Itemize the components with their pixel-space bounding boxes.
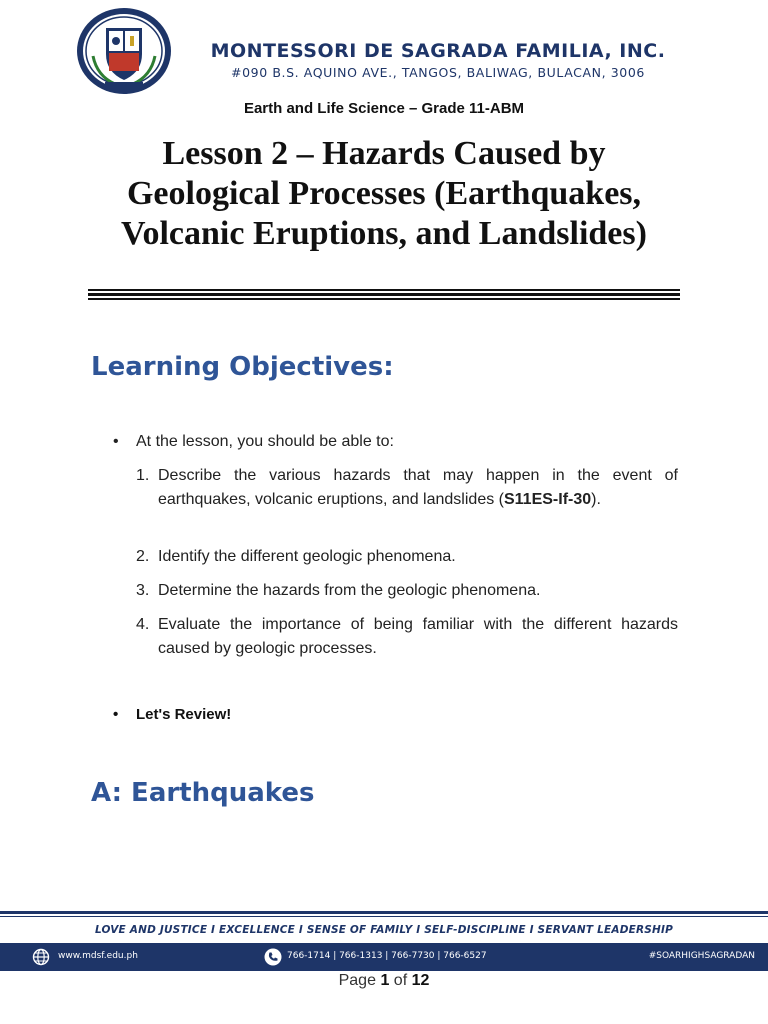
objective-number: 3. <box>136 582 150 599</box>
objective-text-part: ). <box>591 491 601 508</box>
organization-name: MONTESSORI DE SAGRADA FAMILIA, INC. <box>210 40 666 62</box>
objectives-heading: Learning Objectives: <box>91 352 394 382</box>
objective-text: Identify the different geologic phenomena. <box>158 548 456 565</box>
page-current: 1 <box>380 972 390 989</box>
organization-address: #090 B.S. AQUINO AVE., TANGOS, BALIWAG, BULACAN, 3006 <box>231 65 645 80</box>
subject-line: Earth and Life Science – Grade 11-ABM <box>243 100 525 117</box>
contact-bar <box>0 943 768 971</box>
website-link[interactable]: www.mdsf.edu.ph <box>58 951 138 961</box>
phone-icon <box>264 948 282 966</box>
bullet-icon: • <box>113 433 119 450</box>
school-seal-logo <box>75 6 173 96</box>
document-header <box>0 0 768 100</box>
phone-numbers: 766-1714 | 766-1313 | 766-7730 | 766-6527 <box>287 951 487 961</box>
footer-divider <box>0 911 768 914</box>
page-number <box>0 972 768 990</box>
title-divider <box>88 293 680 296</box>
core-values: LOVE AND JUSTICE I EXCELLENCE I SENSE OF FAMILY I SELF-DISCIPLINE I SERVANT LEADERSHIP <box>94 924 674 936</box>
earthquakes-heading: A: Earthquakes <box>91 778 315 808</box>
review-label: Let's Review! <box>136 706 232 723</box>
objective-number: 2. <box>136 548 150 565</box>
title-divider <box>88 289 680 291</box>
page-label: Page <box>338 972 376 989</box>
objective-text: Determine the hazards from the geologic phenomena. <box>158 582 541 599</box>
objective-number: 1. <box>136 467 150 484</box>
bullet-icon: • <box>113 706 119 723</box>
footer-divider <box>0 916 768 917</box>
lesson-title: Lesson 2 – Hazards Caused by Geological Processes (Earthquakes, Volcanic Eruptions, and Landslides) <box>121 135 647 252</box>
competency-code: S11ES-If-30 <box>503 491 592 508</box>
title-divider <box>88 298 680 300</box>
page-total: 12 <box>411 972 430 989</box>
page-of: of <box>393 972 408 989</box>
globe-icon <box>32 948 50 966</box>
objective-number: 4. <box>136 616 150 633</box>
objectives-intro: At the lesson, you should be able to: <box>136 433 394 450</box>
objective-text <box>158 464 678 512</box>
hashtag: #SOARHIGHSAGRADAN <box>648 951 755 961</box>
objective-text-part: Describe the various hazards that may happen in the event of earthquakes, volcanic eruptions, and landslides ( <box>158 467 678 508</box>
objective-text: Evaluate the importance of being familiar with the different hazards caused by geologic processes. <box>158 616 678 657</box>
